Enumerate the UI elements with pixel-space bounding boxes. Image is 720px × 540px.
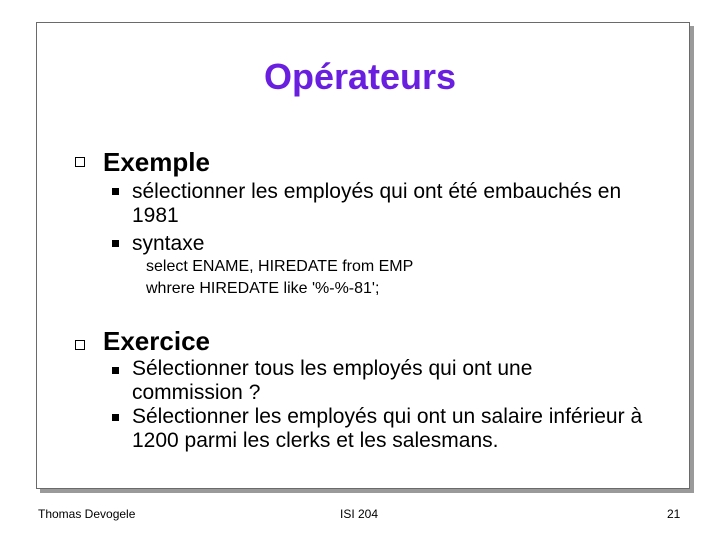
list-item: sélectionner les employés qui ont été embauchés en 1981	[132, 180, 622, 227]
section-heading-exercice: Exercice	[103, 326, 210, 356]
section-heading-exemple: Exemple	[103, 147, 210, 177]
footer-author: Thomas Devogele	[38, 507, 136, 521]
code-line: whrere HIREDATE like '%-%-81';	[146, 280, 380, 297]
item-bullet-icon	[112, 414, 119, 421]
item-bullet-icon	[112, 188, 119, 195]
section-bullet-icon	[75, 340, 85, 350]
list-item: Sélectionner les employés qui ont un salaire inférieur à 1200 parmi les clerks et les salesmans.	[132, 405, 643, 452]
item-bullet-icon	[112, 240, 119, 247]
footer-page-number: 21	[667, 507, 681, 521]
list-item: syntaxe	[132, 232, 205, 255]
item-bullet-icon	[112, 367, 119, 374]
section-bullet-icon	[75, 157, 85, 167]
list-item: Sélectionner tous les employés qui ont une commission ?	[132, 357, 533, 404]
footer-course: ISI 204	[340, 507, 379, 521]
slide-title: Opérateurs	[263, 56, 457, 97]
code-line: select ENAME, HIREDATE from EMP	[146, 258, 414, 275]
